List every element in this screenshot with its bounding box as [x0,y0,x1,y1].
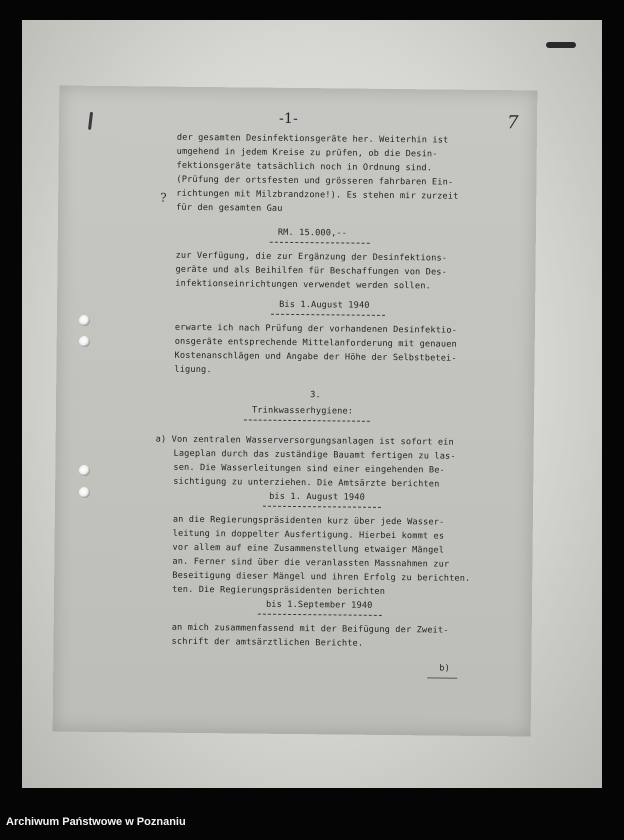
text-line: sen. Die Wasserleitungen sind einer eingehenden Be- [173,462,445,476]
deadline-underline [258,614,382,616]
text-line: richtungen mit Milzbrandzone!). Es stehen mir zurzeit [176,188,459,202]
text-line: a) Von zentralen Wasserversorgungsanlagen ist sofort ein [155,434,454,448]
document-page [53,86,538,737]
text-line: geräte und als Beihilfen für Beschaffungen von Des- [175,264,448,278]
deadline-underline [263,506,381,508]
pen-tick-mark [88,112,93,130]
text-line: der gesamten Desinfektionsgeräte her. Weiterhin ist [176,132,449,146]
text-line: infektionseinrichtungen verwendet werden sollen. [175,278,431,292]
continuation-underline [427,677,457,678]
section-heading-underline [244,419,370,421]
text-line: für den gesamten Gau [176,202,283,214]
punch-hole [79,465,90,476]
punch-hole [79,336,90,347]
text-line: (Prüfung der ortsfesten und grösseren fahrbaren Ein- [176,174,454,188]
deadline-heading: Bis 1.August 1940 [279,299,370,311]
text-line: vor allem auf eine Zusammenstellung etwaiger Mängel [172,542,445,556]
text-line: Kostenanschlägen und Angabe der Höhe der Selbstbetei- [174,350,457,364]
text-line: sichtigung zu unterziehen. Die Amtsärzte berichten [173,476,440,490]
text-line: onsgeräte entsprechende Mittelanforderung mit genauen [174,336,457,350]
amount-underline [270,242,370,244]
folio-number: 7 [506,112,519,134]
deadline-heading: bis 1. August 1940 [269,491,365,503]
film-mark [546,42,576,48]
amount-heading: RM. 15.000,-- [277,227,348,239]
text-line: zur Verfügung, die zur Ergänzung der Desinfektions- [175,250,448,264]
text-line: umgehend in jedem Kreise zu prüfen, ob die Desin- [176,146,438,160]
text-line: an mich zusammenfassend mit der Beifügung der Zweit- [171,622,449,636]
deadline-heading: bis 1.September 1940 [265,599,373,611]
punch-hole [79,315,90,326]
section-heading: Trinkwasserhygiene: [251,405,354,417]
text-line: Beseitigung dieser Mängel und ihren Erfolg zu berichten. [172,570,471,584]
margin-question-mark: ? [160,190,167,205]
page-number: -1- [278,110,298,128]
text-line: an die Regierungspräsidenten kurz über jede Wasser- [172,514,445,528]
archive-watermark: Archiwum Państwowe w Poznaniu [6,816,186,828]
continuation-mark: b) [439,663,451,674]
section-number: 3. [310,390,321,401]
text-line: leitung in doppelter Ausfertigung. Hierbei kommt es [172,528,445,542]
deadline-underline [271,314,385,316]
text-line: ten. Die Regierungspräsidenten berichten [172,584,386,597]
text-line: erwarte ich nach Prüfung der vorhandenen Desinfektio- [174,322,458,336]
text-line: Lageplan durch das zuständige Bauamt fertigen zu las- [173,448,456,462]
text-line: schrift der amtsärztlichen Berichte. [171,636,364,649]
text-line: fektionsgeräte tatsächlich noch in Ordnung sind. [176,160,433,174]
punch-hole [79,487,90,498]
text-line: ligung. [174,364,212,376]
text-line: an. Ferner sind über die veranlassten Massnahmen zur [172,556,450,570]
